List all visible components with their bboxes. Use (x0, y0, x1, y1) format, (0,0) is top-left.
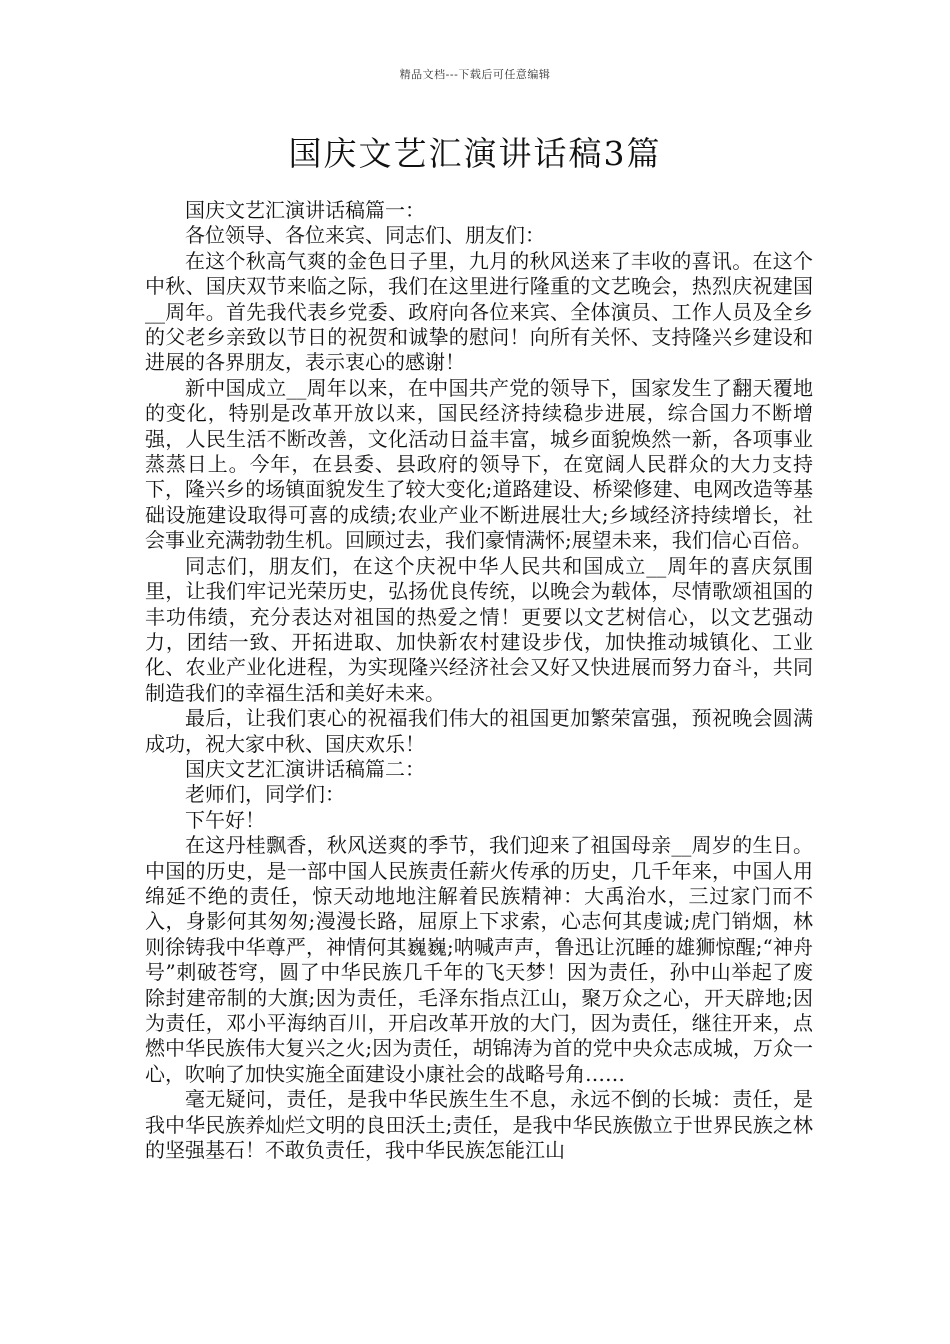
paragraph: 老师们，同学们： (185, 782, 345, 807)
paragraph: 新中国成立__周年以来，在中国共产党的领导下，国家发生了翻天覆地的变化，特别是改革开放以来，国民经济持续稳步进展，综合国力不断增强，人民生活不断改善，文化活动日益丰富，城乡面貌焕然一新，各项事业蒸蒸日上。今年，在县委、县政府的领导下，在宽阔人民群众的大力支持下，隆兴乡的场镇面貌发生了较大变化;道路建设、桥梁修建、电网改造等基础设施建设取得可喜的成绩;农业产业不断进展壮大;乡域经济持续增长，社会事业充满勃勃生机。回顾过去，我们豪情满怀;展望未来，我们信心百倍。 (145, 375, 813, 553)
paragraph: 国庆文艺汇演讲话稿篇二： (185, 756, 425, 781)
paragraph: 最后，让我们衷心的祝福我们伟大的祖国更加繁荣富强，预祝晚会圆满成功，祝大家中秋、国庆欢乐！ (145, 706, 813, 756)
paragraph: 下午好！ (185, 807, 265, 832)
paragraph: 国庆文艺汇演讲话稿篇一： (185, 198, 425, 222)
paragraph: 毫无疑问，责任，是我中华民族生生不息，永远不倒的长城：责任，是我中华民族养灿烂文明的良田沃土;责任，是我中华民族傲立于世界民族之林的坚强基石！不敢负责任，我中华民族怎能江山 (145, 1087, 813, 1163)
paragraph: 各位领导、各位来宾、同志们、朋友们： (185, 223, 545, 248)
paragraph: 在这丹桂飘香，秋风送爽的季节，我们迎来了祖国母亲__周岁的生日。中国的历史，是一部中国人民族责任薪火传承的历史，几千年来，中国人用绵延不绝的责任，惊天动地地注解着民族精神：大禹治水，三过家门而不入，身影何其匆匆;漫漫长路，屈原上下求索，心志何其虔诚;虎门销烟，林则徐铸我中华尊严，神情何其巍巍;呐喊声声，鲁迅让沉睡的雄狮惊醒;“神舟号”刺破苍穹，圆了中华民族几千年的飞天梦！因为责任，孙中山举起了废除封建帝制的大旗;因为责任，毛泽东指点江山，聚万众之心，开天辟地;因为责任，邓小平海纳百川，开启改革开放的大门，因为责任，继往开来，点燃中华民族伟大复兴之火;因为责任，胡锦涛为首的党中央众志成城，万众一心，吹响了加快实施全面建设小康社会的战略号角…… (145, 833, 813, 1086)
paragraph: 同志们，朋友们，在这个庆祝中华人民共和国成立__周年的喜庆氛围里，让我们牢记光荣历史，弘扬优良传统，以晚会为载体，尽情歌颂祖国的丰功伟绩，充分表达对祖国的热爱之情！更要以文艺树信心，以文艺强动力，团结一致、开拓进取、加快新农村建设步伐，加快推动城镇化、工业化、农业产业化进程，为实现隆兴经济社会又好又快进展而努力奋斗，共同制造我们的幸福生活和美好未来。 (145, 553, 813, 705)
document-body (145, 198, 813, 1163)
document-title: 国庆文艺汇演讲话稿3篇 (288, 134, 662, 173)
header-note: 精品文档---下载后可任意编辑 (399, 68, 551, 81)
paragraph: 在这个秋高气爽的金色日子里，九月的秋风送来了丰收的喜讯。在这个中秋、国庆双节来临之际，我们在这里进行隆重的文艺晚会，热烈庆祝建国__周年。首先我代表乡党委、政府向各位来宾、全体演员、工作人员及全乡的父老乡亲致以节日的祝贺和诚挚的慰问！向所有关怀、支持隆兴乡建设和进展的各界朋友，表示衷心的感谢！ (145, 248, 813, 375)
